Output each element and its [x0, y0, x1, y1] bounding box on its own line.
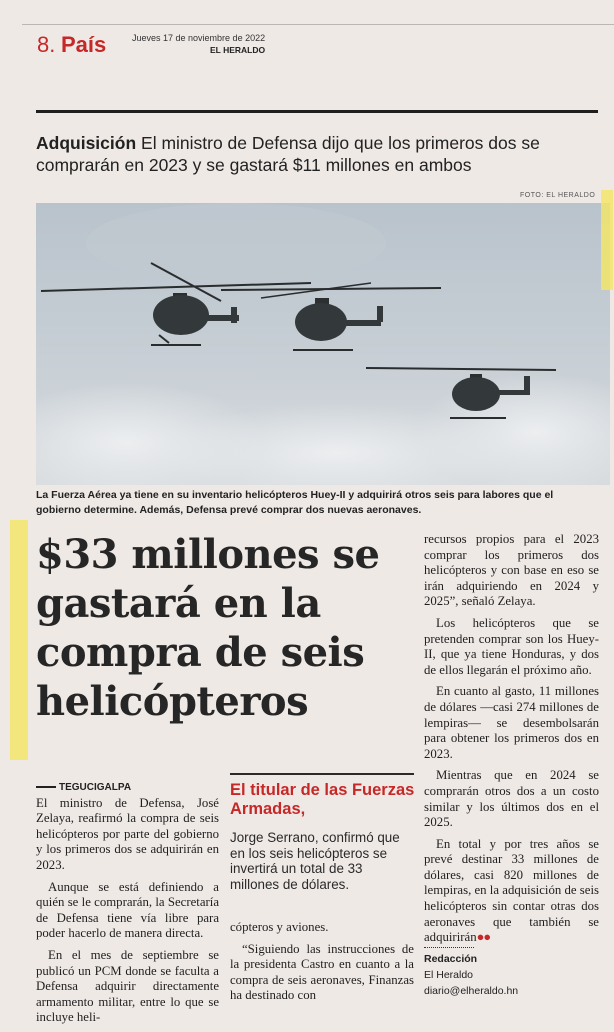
deck-text: El ministro de Defensa dijo que los primeros dos se comprarán en 2023 y se gastará $11 millones en ambos — [36, 133, 540, 175]
paragraph: En cuanto al gasto, 11 millones de dólares —casi 274 millones de lempiras— se desembolsarán para obtener los primeros dos en 2023. — [424, 684, 599, 761]
section-rule — [36, 110, 598, 113]
signature-label: Redacción — [424, 953, 478, 965]
article-column-1 — [36, 780, 219, 1032]
final-paragraph — [424, 837, 599, 946]
article-column-2 — [230, 920, 414, 1010]
signature-divider — [424, 947, 474, 948]
helicopters-photo — [36, 203, 610, 485]
article-column-3 — [424, 532, 599, 946]
dateline — [36, 780, 219, 796]
deck-label: Adquisición — [36, 133, 137, 153]
section-title: País — [61, 32, 107, 57]
top-rule — [22, 24, 614, 25]
pull-quote-title: El titular de las Fuerzas Armadas, — [230, 781, 415, 818]
issue-date: Jueves 17 de noviembre de 2022 — [132, 33, 266, 43]
headline: $33 millones se gastará en la compra de seis helicópteros — [36, 531, 380, 725]
article-deck — [36, 132, 598, 176]
paragraph: Mientras que en 2024 se comprarán otros dos a un costo similar y los últimos dos en el 2025. — [424, 768, 599, 830]
paragraph: “Siguiendo las instrucciones de la presidenta Castro en cuanto a la compra de seis aeronaves, Finanzas ha destinado con — [230, 941, 414, 1003]
signature-outlet: El Heraldo — [424, 969, 474, 981]
final-paragraph-text: En total y por tres años se prevé destinar 33 millones de dólares, casi 820 millones de lempiras, en la adquisición de seis helicópteros sin contar otras dos aeronaves que también se adquirirán — [424, 836, 599, 945]
end-mark-icon: ●● — [476, 930, 491, 945]
signature-email: diario@elheraldo.hn — [424, 985, 519, 997]
highlighter-mark-right — [601, 190, 613, 290]
publication-name: EL HERALDO — [210, 45, 266, 55]
dateline-text: TEGUCIGALPA — [59, 782, 132, 793]
pull-quote-rule — [230, 773, 414, 775]
paragraph: En el mes de septiembre se publicó un PCM donde se faculta a Defensa adquirir directamente armamento militar, entre lo que se incluye heli- — [36, 947, 219, 1025]
page-number: 8. — [37, 32, 56, 57]
highlighter-mark-left — [10, 520, 28, 760]
helicopters-illustration — [36, 203, 610, 485]
paragraph: recursos propios para el 2023 comprar los primeros dos helicópteros y con base en eso se irán adquiriendo en 2024 y 2025”, señaló Zelaya. — [424, 532, 599, 609]
photo-credit: FOTO: EL HERALDO — [520, 192, 596, 199]
paragraph: cópteros y aviones. — [230, 920, 329, 934]
paragraph: Los helicópteros que se pretenden comprar son los Huey-II, que ya tiene Honduras, y dos de ellos llegarán el próximo año. — [424, 615, 599, 677]
photo-caption: La Fuerza Aérea ya tiene en su inventario helicópteros Huey-II y adquirirá otros seis para labores que el gobierno determine. Además, Defensa prevé comprar dos nuevas aeronaves. — [36, 489, 554, 516]
dateline-rule — [36, 786, 56, 788]
paragraph: El ministro de Defensa, José Zelaya, reafirmó la compra de seis helicópteros por parte del gobierno y los primeros dos se adquirirán en 2023. — [36, 795, 219, 872]
paragraph: Aunque se está definiendo a quién se le comprarán, la Secretaría de Defensa tiene vía libre para poder hacerlo de manera directa. — [36, 879, 219, 941]
pull-quote-text: Jorge Serrano, confirmó que en los seis helicópteros se invertirá un total de 33 millones de dólares. — [230, 830, 400, 892]
